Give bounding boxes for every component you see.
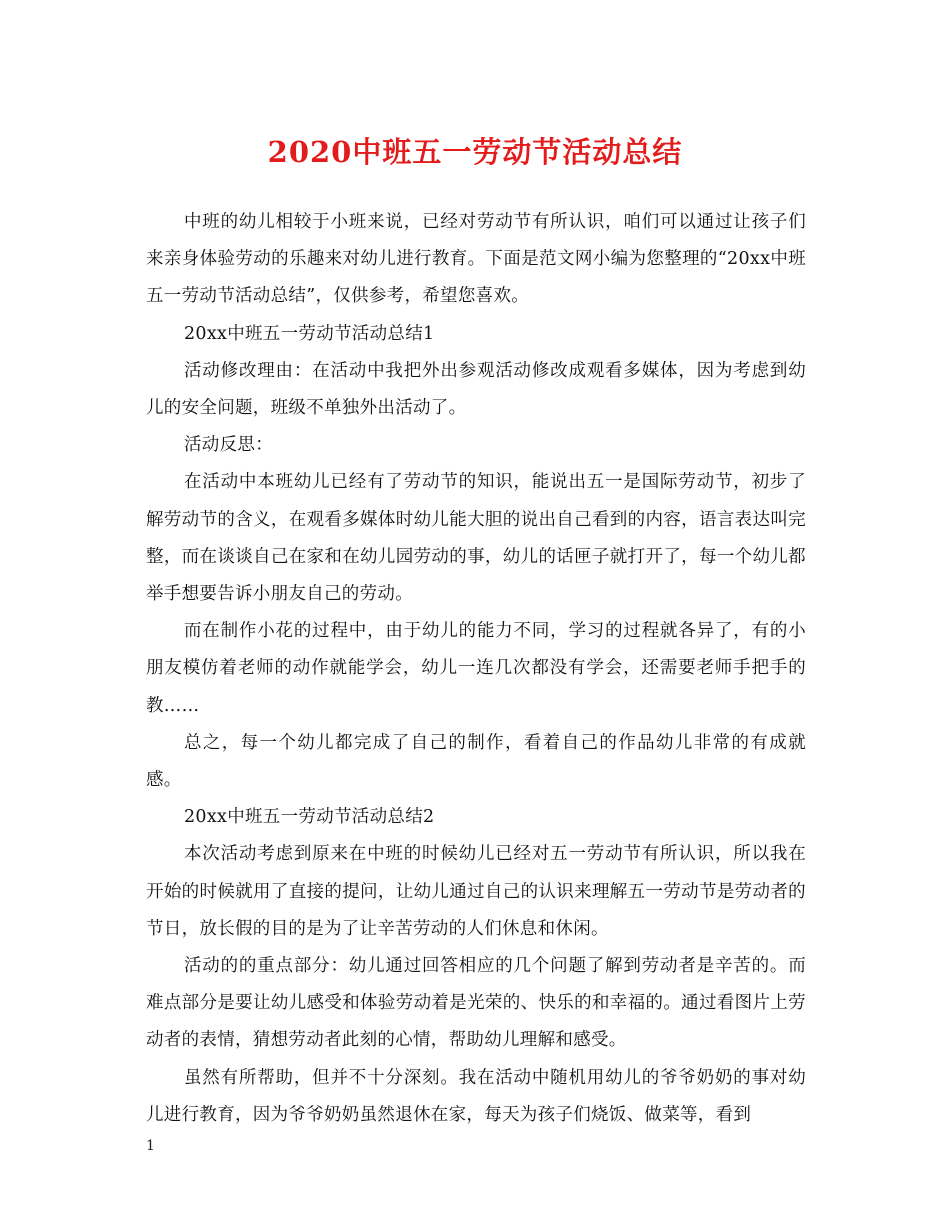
paragraph-summary-2-1: 本次活动考虑到原来在中班的时候幼儿已经对五一劳动节有所认识，所以我在开始的时候就用了直接的提问，让幼儿通过自己的认识来理解五一劳动节是劳动者的节日，放长假的目的是为了让辛苦劳动的人们休息和休闲。 bbox=[146, 844, 806, 939]
paragraph-intro: 中班的幼儿相较于小班来说，已经对劳动节有所认识，咱们可以通过让孩子们来亲身体验劳动的乐趣来对幼儿进行教育。下面是范文网小编为您整理的“20xx中班五一劳动节活动总结”，仅供参考，希望您喜欢。 bbox=[146, 212, 806, 307]
paragraph-summary-2-2: 活动的的重点部分：幼儿通过回答相应的几个问题了解到劳动者是辛苦的。而难点部分是要让幼儿感受和体验劳动着是光荣的、快乐的和幸福的。通过看图片上劳动者的表情，猜想劳动者此刻的心情，帮助幼儿理解和感受。 bbox=[146, 956, 806, 1051]
paragraph-modification-reason: 活动修改理由：在活动中我把外出参观活动修改成观看多媒体，因为考虑到幼儿的安全问题，班级不单独外出活动了。 bbox=[146, 360, 806, 419]
section-heading-2: 20xx中班五一劳动节活动总结2 bbox=[184, 807, 435, 828]
paragraph-reflection-2: 而在制作小花的过程中，由于幼儿的能力不同，学习的过程就各异了，有的小朋友模仿着老师的动作就能学会，幼儿一连几次都没有学会，还需要老师手把手的教…… bbox=[146, 621, 806, 716]
document-title: 2020中班五一劳动节活动总结 bbox=[267, 135, 683, 169]
paragraph-summary-2-3: 虽然有所帮助，但并不十分深刻。我在活动中随机用幼儿的爷爷奶奶的事对幼儿进行教育，因为爷爷奶奶虽然退休在家，每天为孩子们烧饭、做菜等，看到 bbox=[146, 1067, 806, 1125]
paragraph-reflection-1: 在活动中本班幼儿已经有了劳动节的知识，能说出五一是国际劳动节，初步了解劳动节的含义，在观看多媒体时幼儿能大胆的说出自己看到的内容，语言表达叫完整，而在谈谈自己在家和在幼儿园劳动的事，幼儿的话匣子就打开了，每一个幼儿都举手想要告诉小朋友自己的劳动。 bbox=[146, 472, 806, 605]
document-body bbox=[146, 204, 806, 1134]
page-number: 1 bbox=[146, 1138, 155, 1154]
paragraph-reflection-3: 总之，每一个幼儿都完成了自己的制作，看着自己的作品幼儿非常的有成就感。 bbox=[146, 732, 806, 791]
section-heading-1: 20xx中班五一劳动节活动总结1 bbox=[184, 323, 435, 344]
paragraph-reflection-label: 活动反思： bbox=[184, 435, 273, 456]
